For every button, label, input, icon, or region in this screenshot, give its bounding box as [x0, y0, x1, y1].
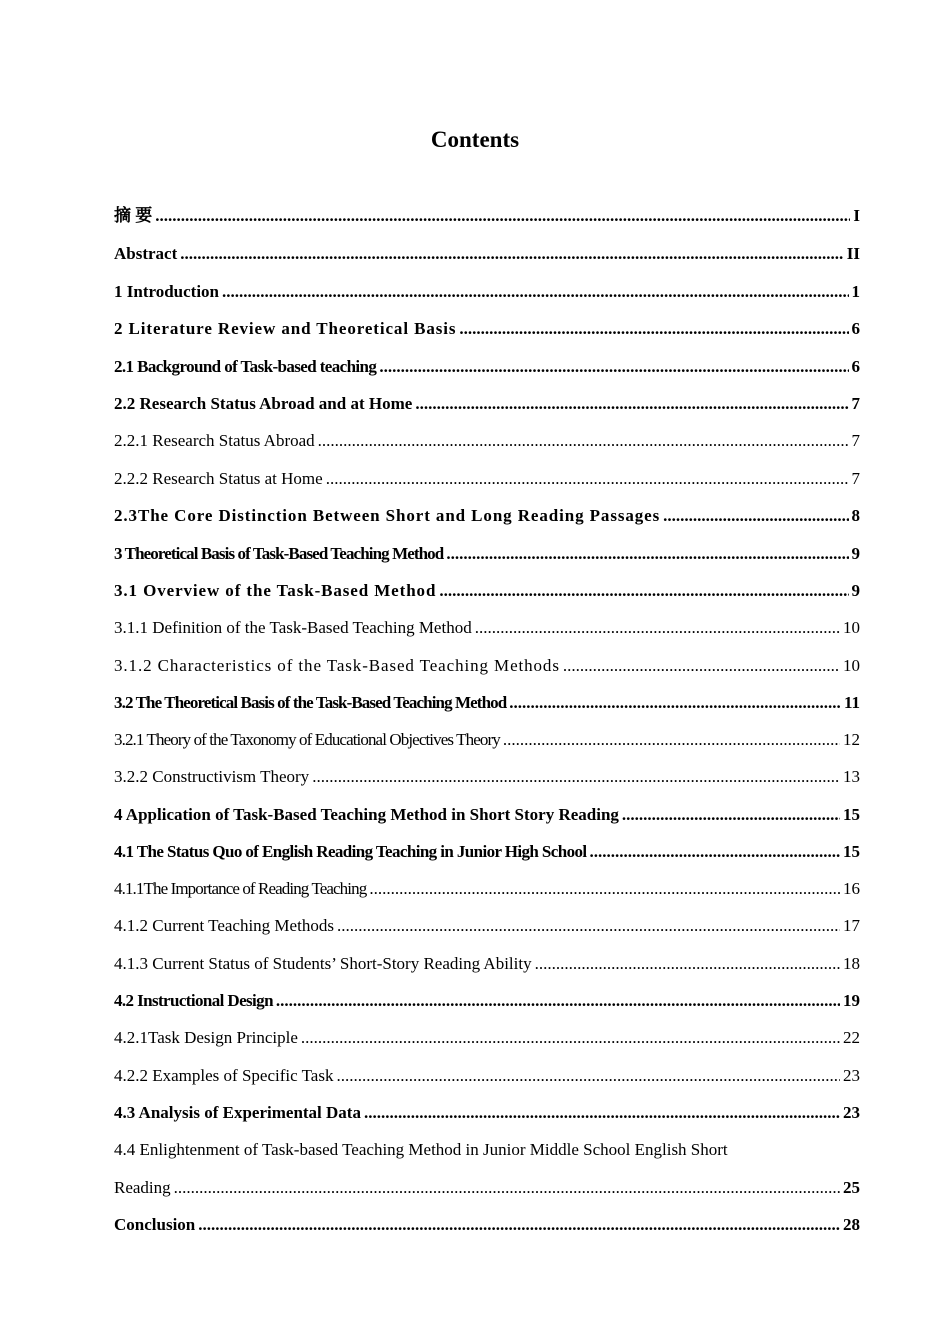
dot-leader	[475, 616, 840, 640]
dot-leader	[622, 803, 840, 827]
toc-entry-2-1[interactable]	[114, 355, 860, 379]
toc-entry-page: 9	[851, 544, 860, 563]
toc-entry-label: 2.3The Core Distinction Between Short and Long Reading Passages	[114, 506, 661, 525]
dot-leader	[155, 204, 850, 228]
dot-leader	[198, 1213, 840, 1237]
toc-entry-label: 4.2 Instructional Design	[114, 991, 273, 1010]
toc-entry-page: 10	[843, 618, 860, 637]
dot-leader	[301, 1026, 840, 1050]
dot-leader	[459, 317, 848, 341]
dot-leader	[663, 504, 848, 528]
dot-leader	[336, 1064, 840, 1088]
toc-entry-page: 7	[851, 469, 860, 488]
dot-leader	[439, 579, 848, 603]
toc-entry-label: 3.2.1 Theory of the Taxonomy of Educational Objectives Theory	[114, 730, 500, 749]
toc-entry-page: II	[846, 244, 860, 263]
toc-entry-4-1-3[interactable]	[114, 952, 860, 976]
toc-entry-label: 3.2.2 Constructivism Theory	[114, 767, 310, 786]
toc-entry-3-2[interactable]	[114, 691, 860, 715]
toc-entry-2-2[interactable]	[114, 392, 860, 416]
toc-entry-label: 4.3 Analysis of Experimental Data	[114, 1103, 361, 1122]
toc-entry-label: 2.1 Background of Task-based teaching	[114, 357, 377, 376]
dot-leader	[590, 840, 840, 864]
toc-entry-label: 3.1.2 Characteristics of the Task-Based Teaching Methods	[114, 656, 560, 675]
toc-entry-page: 6	[851, 319, 860, 338]
dot-leader	[415, 392, 848, 416]
dot-leader	[326, 467, 849, 491]
dot-leader	[312, 765, 840, 789]
toc-entry-conclusion[interactable]	[114, 1213, 860, 1237]
toc-entry-label: 摘 要	[114, 206, 153, 225]
dot-leader	[503, 728, 840, 752]
toc-entry-abstract[interactable]	[114, 242, 860, 266]
toc-entry-label: 2.2.1 Research Status Abroad	[114, 431, 315, 450]
toc-entry-page: 15	[843, 842, 860, 861]
toc-entry-label: 4.1.1The Importance of Reading Teaching	[114, 879, 367, 898]
dot-leader	[369, 877, 840, 901]
toc-entry-label: 4.2.2 Examples of Specific Task	[114, 1066, 334, 1085]
toc-entry-label: 2.2 Research Status Abroad and at Home	[114, 394, 413, 413]
toc-entry-page: 25	[843, 1178, 860, 1197]
dot-leader	[180, 242, 844, 266]
toc-entry-1[interactable]	[114, 280, 860, 304]
toc-entry-label: 4.1.2 Current Teaching Methods	[114, 916, 334, 935]
toc-entry-4-2-1[interactable]	[114, 1026, 860, 1050]
toc-entry-3[interactable]	[114, 542, 860, 566]
toc-entry-label: 3.1.1 Definition of the Task-Based Teaching Method	[114, 618, 472, 637]
toc-entry-page: 28	[843, 1215, 860, 1234]
toc-entry-label: 3.1 Overview of the Task-Based Method	[114, 581, 437, 600]
toc-entry-page: 23	[843, 1103, 860, 1122]
toc-entry-4-3[interactable]	[114, 1101, 860, 1125]
toc-entry-2[interactable]	[114, 317, 860, 341]
dot-leader	[563, 654, 840, 678]
toc-entry-3-1-2[interactable]	[114, 654, 860, 678]
toc-entry-label: Abstract	[114, 244, 178, 263]
dot-leader	[222, 280, 848, 304]
toc-entry-page: 9	[851, 581, 860, 600]
toc-entry-label: 1 Introduction	[114, 282, 220, 301]
toc-entry-page: 23	[843, 1066, 860, 1085]
page-title: Contents	[430, 127, 520, 152]
toc-entry-4[interactable]	[114, 803, 860, 827]
toc-entry-label: Conclusion	[114, 1215, 196, 1234]
toc-entry-page: 18	[843, 954, 860, 973]
toc-entry-page: 17	[843, 916, 860, 935]
toc-entry-label: Reading	[114, 1178, 171, 1197]
toc-entry-page: 10	[843, 656, 860, 675]
toc-entry-page: 22	[843, 1028, 860, 1047]
toc-entry-page: 19	[843, 991, 860, 1010]
toc-entry-3-1[interactable]	[114, 579, 860, 603]
toc-entry-4-2[interactable]	[114, 989, 860, 1013]
toc-entry-page: 6	[851, 357, 860, 376]
toc-entry-label: 3.2 The Theoretical Basis of the Task-Based Teaching Method	[114, 693, 507, 712]
toc-entry-3-2-2[interactable]	[114, 765, 860, 789]
toc-entry-4-4[interactable]	[114, 1176, 860, 1200]
toc-entry-page: 7	[851, 431, 860, 450]
toc-entry-label: 4.1 The Status Quo of English Reading Teaching in Junior High School	[114, 842, 587, 861]
toc-entry-page: 1	[851, 282, 860, 301]
toc-entry-page: 7	[851, 394, 860, 413]
dot-leader	[276, 989, 840, 1013]
toc-entry-page: 12	[843, 730, 860, 749]
dot-leader	[535, 952, 840, 976]
toc-entry-page: 13	[843, 767, 860, 786]
toc-entry-4-1-2[interactable]	[114, 914, 860, 938]
toc-entry-4-2-2[interactable]	[114, 1064, 860, 1088]
dot-leader	[509, 691, 841, 715]
toc-entry-label: 2 Literature Review and Theoretical Basis	[114, 319, 457, 338]
toc-entry-label: 4.2.1Task Design Principle	[114, 1028, 298, 1047]
toc-entry-3-1-1[interactable]	[114, 616, 860, 640]
toc-entry-page: I	[853, 206, 860, 225]
toc-entry-label: 3 Theoretical Basis of Task-Based Teaching Method	[114, 544, 444, 563]
dot-leader	[318, 429, 849, 453]
toc-entry-4-1-1[interactable]	[114, 877, 860, 901]
toc-entry-label: 4 Application of Task-Based Teaching Method in Short Story Reading	[114, 805, 619, 824]
dot-leader	[337, 914, 840, 938]
toc-entry-2-2-1[interactable]	[114, 429, 860, 453]
toc-entry-page: 15	[843, 805, 860, 824]
toc-entry-2-2-2[interactable]	[114, 467, 860, 491]
toc-entry-page: 11	[843, 693, 860, 712]
toc-entry-label: 4.1.3 Current Status of Students’ Short-Story Reading Ability	[114, 954, 532, 973]
dot-leader	[446, 542, 848, 566]
toc-entry-2-3[interactable]	[114, 504, 860, 528]
toc-entry-abstract-chinese[interactable]	[114, 204, 860, 228]
toc-entry-label: 2.2.2 Research Status at Home	[114, 469, 323, 488]
toc-entry-page: 8	[851, 506, 860, 525]
dot-leader	[174, 1176, 840, 1200]
toc-entry-page: 16	[843, 879, 860, 898]
toc-entry-4-4-line1[interactable]: 4.4 Enlightenment of Task-based Teaching Method in Junior Middle School English Short	[114, 1140, 728, 1159]
dot-leader	[364, 1101, 840, 1125]
toc-entry-4-1[interactable]	[114, 840, 860, 864]
dot-leader	[379, 355, 848, 379]
toc-entry-3-2-1[interactable]	[114, 728, 860, 752]
